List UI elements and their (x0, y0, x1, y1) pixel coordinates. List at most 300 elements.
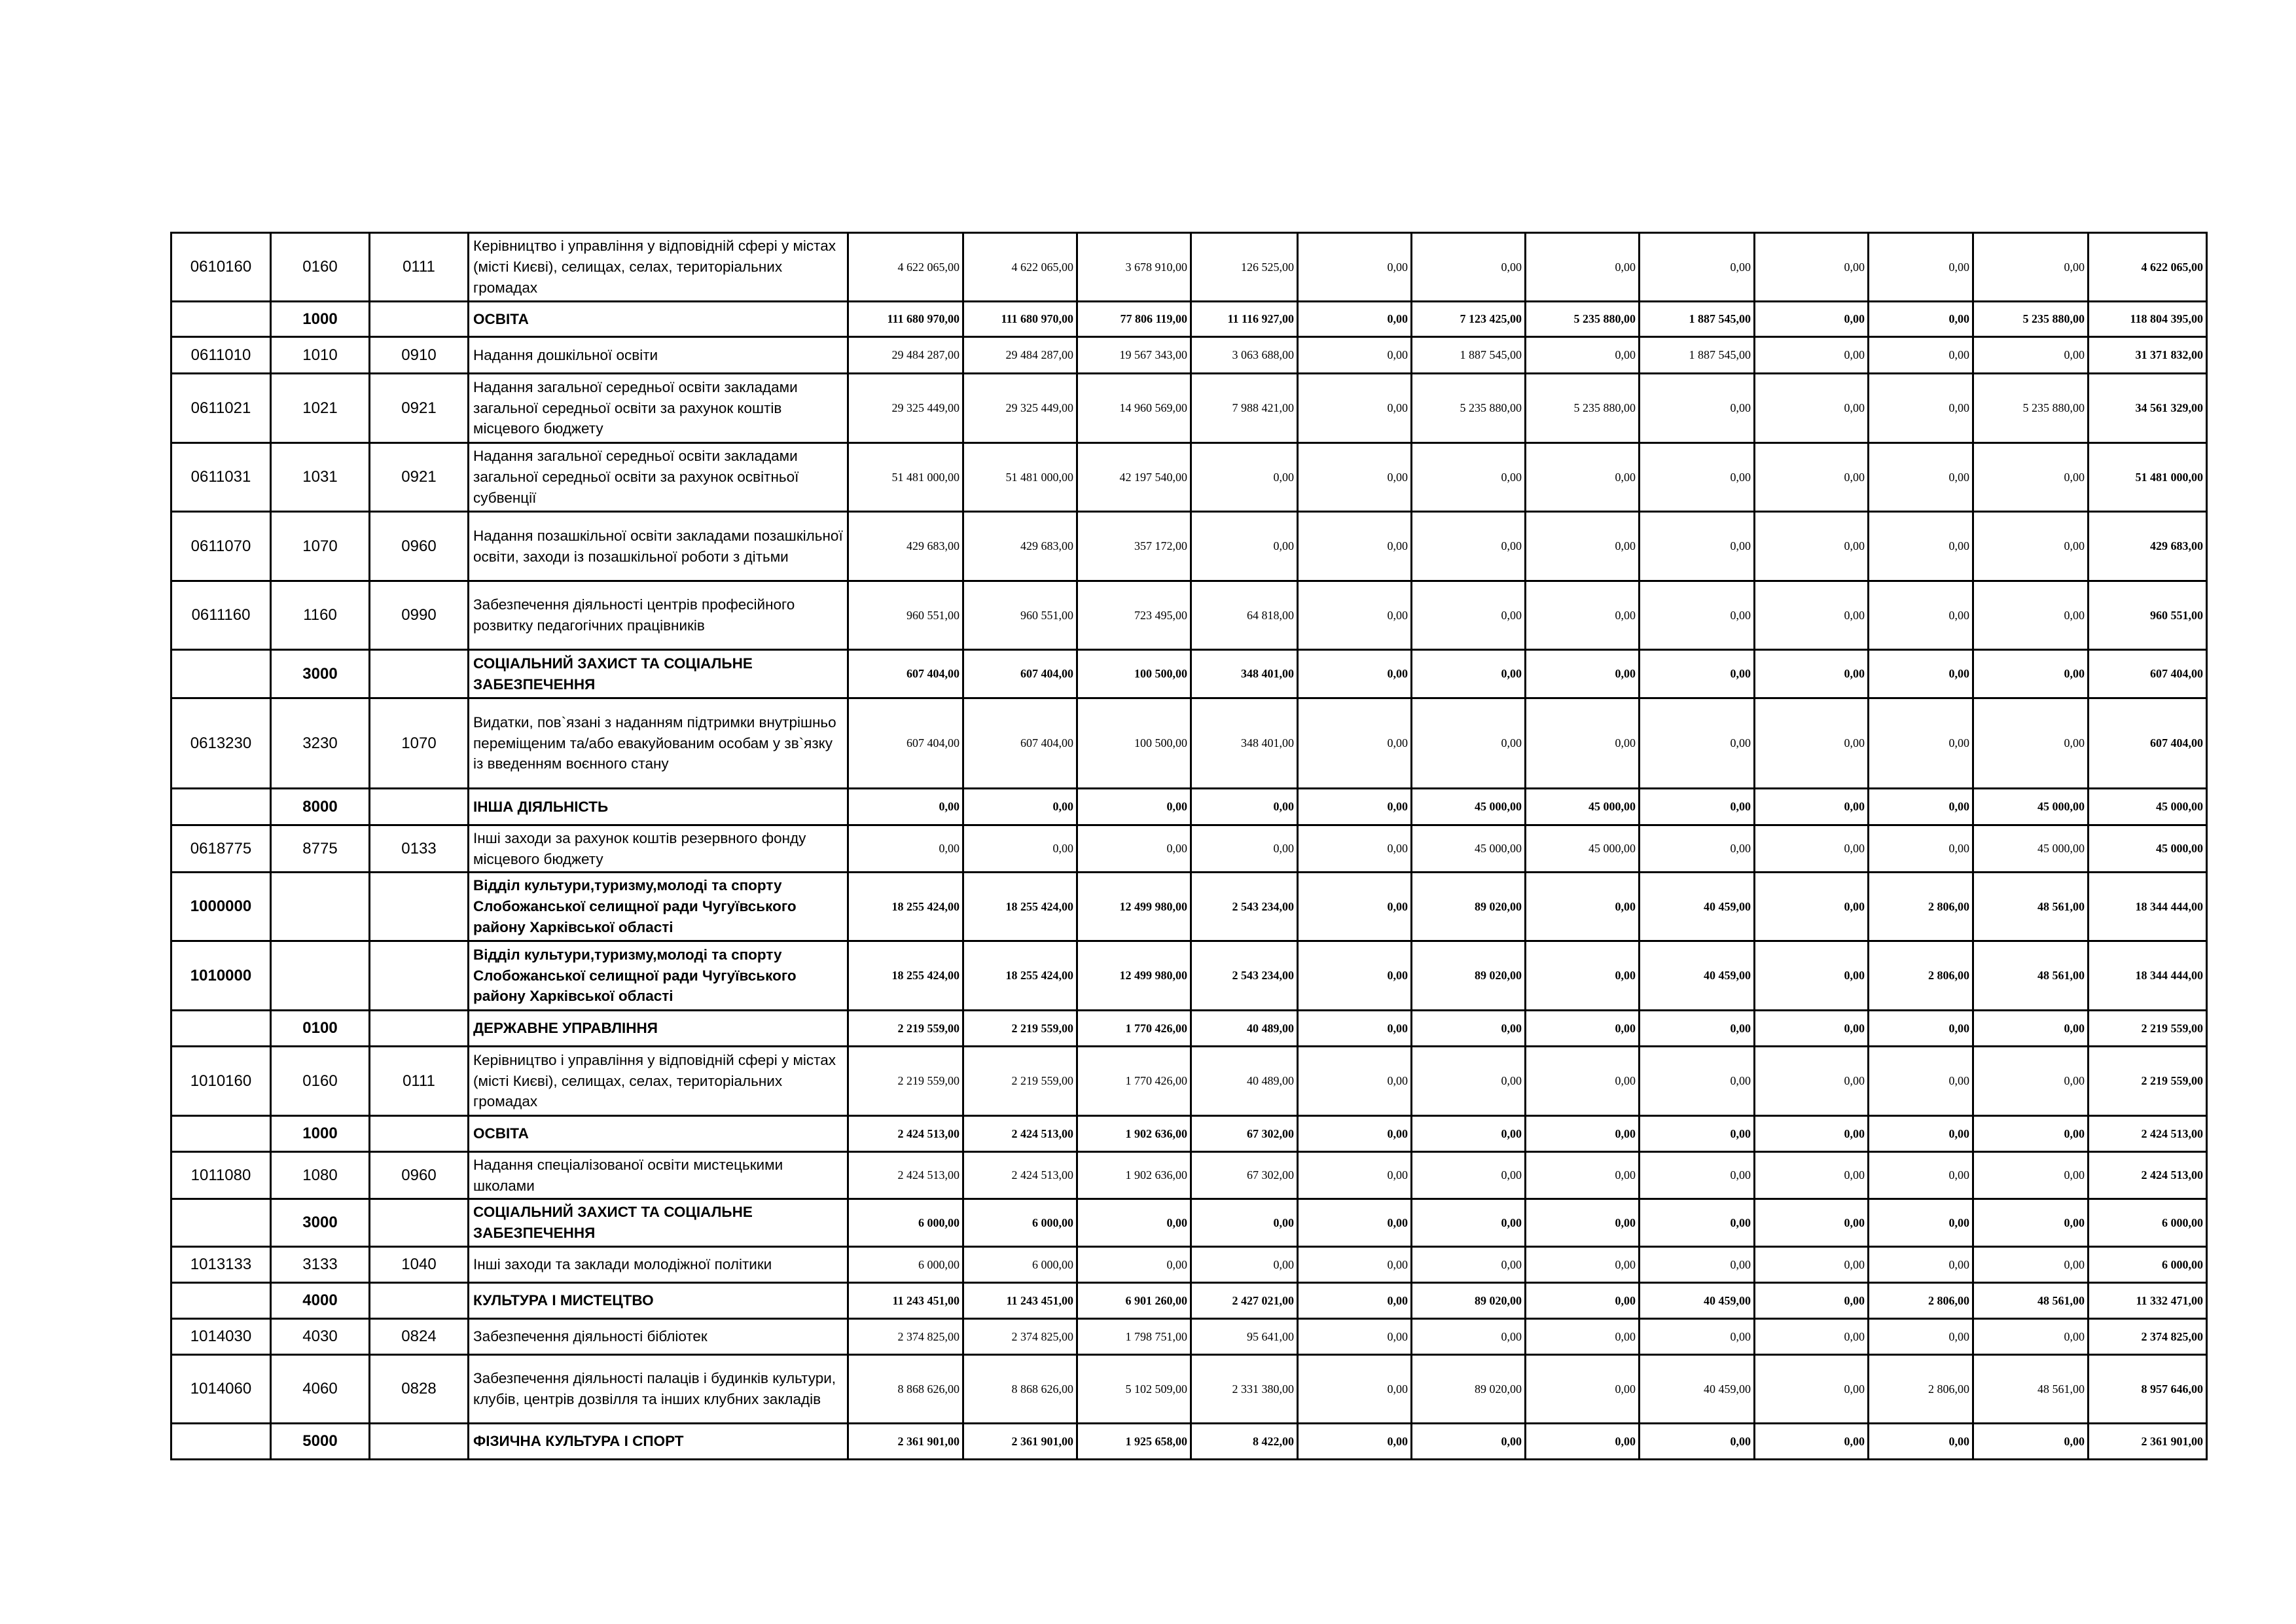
amount-cell: 0,00 (1298, 1047, 1412, 1116)
amount-cell: 0,00 (1191, 443, 1298, 512)
total-cell: 2 219 559,00 (2089, 1047, 2207, 1116)
amount-cell: 2 424 513,00 (963, 1116, 1077, 1152)
amount-cell: 0,00 (1869, 1047, 1973, 1116)
amount-cell: 0,00 (1191, 512, 1298, 581)
amount-cell: 0,00 (1640, 233, 1755, 302)
kfkv-code-cell (370, 1283, 469, 1319)
table-row (171, 581, 2207, 650)
amount-cell: 0,00 (1526, 1011, 1640, 1047)
amount-cell: 100 500,00 (1077, 698, 1191, 789)
amount-cell: 0,00 (1869, 374, 1973, 443)
amount-cell: 0,00 (1755, 825, 1869, 873)
description-cell: Інші заходи та заклади молодіжної політики (469, 1247, 848, 1283)
amount-cell: 2 219 559,00 (963, 1011, 1077, 1047)
kpkv-code-cell (271, 873, 370, 941)
amount-cell: 29 484 287,00 (963, 337, 1077, 374)
amount-cell: 0,00 (1640, 650, 1755, 698)
amount-cell: 3 063 688,00 (1191, 337, 1298, 374)
amount-cell: 0,00 (1298, 512, 1412, 581)
amount-cell: 40 459,00 (1640, 941, 1755, 1011)
amount-cell: 42 197 540,00 (1077, 443, 1191, 512)
amount-cell: 0,00 (1412, 698, 1526, 789)
amount-cell: 1 902 636,00 (1077, 1152, 1191, 1199)
total-cell: 8 957 646,00 (2089, 1355, 2207, 1424)
program-code-cell: 1011080 (171, 1152, 271, 1199)
total-cell: 2 424 513,00 (2089, 1152, 2207, 1199)
amount-cell: 0,00 (1869, 1424, 1973, 1460)
program-code-cell: 0611021 (171, 374, 271, 443)
amount-cell: 0,00 (1869, 1319, 1973, 1355)
kfkv-code-cell (370, 1199, 469, 1247)
description-cell: Керівництво і управління у відповідній сфері у містах (місті Києві), селищах, селах, територіальних громадах (469, 233, 848, 302)
description-cell: КУЛЬТУРА І МИСТЕЦТВО (469, 1283, 848, 1319)
program-code-cell (171, 1424, 271, 1460)
table-row (171, 1116, 2207, 1152)
amount-cell: 0,00 (1869, 581, 1973, 650)
amount-cell: 64 818,00 (1191, 581, 1298, 650)
amount-cell: 95 641,00 (1191, 1319, 1298, 1355)
amount-cell: 7 123 425,00 (1412, 302, 1526, 337)
description-cell: Надання позашкільної освіти закладами позашкільної освіти, заходи із позашкільної роботи з дітьми (469, 512, 848, 581)
amount-cell: 0,00 (1973, 512, 2089, 581)
amount-cell: 0,00 (1298, 1199, 1412, 1247)
amount-cell: 0,00 (1755, 337, 1869, 374)
kfkv-code-cell: 0111 (370, 1047, 469, 1116)
amount-cell: 0,00 (1755, 443, 1869, 512)
amount-cell: 3 678 910,00 (1077, 233, 1191, 302)
total-cell: 45 000,00 (2089, 789, 2207, 825)
amount-cell: 0,00 (1755, 233, 1869, 302)
program-code-cell: 1014030 (171, 1319, 271, 1355)
amount-cell: 0,00 (1526, 1199, 1640, 1247)
kpkv-code-cell: 4000 (271, 1283, 370, 1319)
amount-cell: 0,00 (1412, 443, 1526, 512)
kfkv-code-cell: 0828 (370, 1355, 469, 1424)
kpkv-code-cell: 3133 (271, 1247, 370, 1283)
amount-cell: 2 806,00 (1869, 1283, 1973, 1319)
kfkv-code-cell (370, 1116, 469, 1152)
amount-cell: 0,00 (1640, 1319, 1755, 1355)
amount-cell: 0,00 (1640, 1247, 1755, 1283)
kfkv-code-cell (370, 873, 469, 941)
program-code-cell (171, 1011, 271, 1047)
amount-cell: 45 000,00 (1526, 825, 1640, 873)
amount-cell: 5 235 880,00 (1973, 302, 2089, 337)
amount-cell: 0,00 (1412, 1319, 1526, 1355)
table-row (171, 789, 2207, 825)
amount-cell: 0,00 (1526, 337, 1640, 374)
amount-cell: 0,00 (848, 789, 963, 825)
amount-cell: 0,00 (1298, 1116, 1412, 1152)
amount-cell: 0,00 (1869, 1011, 1973, 1047)
description-cell: ІНША ДІЯЛЬНІСТЬ (469, 789, 848, 825)
kpkv-code-cell: 1080 (271, 1152, 370, 1199)
amount-cell: 2 806,00 (1869, 941, 1973, 1011)
kfkv-code-cell: 0133 (370, 825, 469, 873)
amount-cell: 7 988 421,00 (1191, 374, 1298, 443)
program-code-cell: 1013133 (171, 1247, 271, 1283)
amount-cell: 0,00 (1755, 1355, 1869, 1424)
kpkv-code-cell: 3000 (271, 1199, 370, 1247)
total-cell: 2 424 513,00 (2089, 1116, 2207, 1152)
amount-cell: 6 000,00 (963, 1199, 1077, 1247)
description-cell: ОСВІТА (469, 302, 848, 337)
description-cell: Забезпечення діяльності палаців і будинків культури, клубів, центрів дозвілля та інших клубних закладів (469, 1355, 848, 1424)
kpkv-code-cell (271, 941, 370, 1011)
description-cell: Забезпечення діяльності центрів професійного розвитку педагогічних працівників (469, 581, 848, 650)
total-cell: 6 000,00 (2089, 1247, 2207, 1283)
amount-cell: 0,00 (1869, 233, 1973, 302)
program-code-cell: 1010000 (171, 941, 271, 1011)
amount-cell: 0,00 (1973, 1011, 2089, 1047)
kpkv-code-cell: 1031 (271, 443, 370, 512)
amount-cell: 11 243 451,00 (848, 1283, 963, 1319)
amount-cell: 0,00 (1640, 1199, 1755, 1247)
amount-cell: 40 489,00 (1191, 1047, 1298, 1116)
amount-cell: 0,00 (1973, 1247, 2089, 1283)
description-cell: ФІЗИЧНА КУЛЬТУРА І СПОРТ (469, 1424, 848, 1460)
kfkv-code-cell: 0921 (370, 374, 469, 443)
amount-cell: 6 000,00 (848, 1199, 963, 1247)
amount-cell: 0,00 (1869, 1199, 1973, 1247)
program-code-cell: 0611160 (171, 581, 271, 650)
amount-cell: 0,00 (1526, 1283, 1640, 1319)
amount-cell: 8 422,00 (1191, 1424, 1298, 1460)
amount-cell: 0,00 (1526, 650, 1640, 698)
amount-cell: 0,00 (1298, 581, 1412, 650)
amount-cell: 4 622 065,00 (963, 233, 1077, 302)
amount-cell: 0,00 (1640, 698, 1755, 789)
kpkv-code-cell: 0160 (271, 1047, 370, 1116)
amount-cell: 0,00 (1869, 789, 1973, 825)
kpkv-code-cell: 1010 (271, 337, 370, 374)
amount-cell: 2 219 559,00 (848, 1047, 963, 1116)
amount-cell: 8 868 626,00 (963, 1355, 1077, 1424)
amount-cell: 0,00 (1640, 825, 1755, 873)
amount-cell: 2 424 513,00 (848, 1152, 963, 1199)
amount-cell: 0,00 (1298, 698, 1412, 789)
amount-cell: 0,00 (1298, 1011, 1412, 1047)
amount-cell: 0,00 (1412, 650, 1526, 698)
kpkv-code-cell: 0160 (271, 233, 370, 302)
amount-cell: 6 000,00 (963, 1247, 1077, 1283)
amount-cell: 0,00 (1412, 1011, 1526, 1047)
amount-cell: 0,00 (1973, 1319, 2089, 1355)
amount-cell: 12 499 980,00 (1077, 873, 1191, 941)
amount-cell: 0,00 (1973, 1152, 2089, 1199)
amount-cell: 0,00 (1298, 1283, 1412, 1319)
amount-cell: 67 302,00 (1191, 1116, 1298, 1152)
amount-cell: 0,00 (1869, 1152, 1973, 1199)
amount-cell: 0,00 (1640, 1011, 1755, 1047)
amount-cell: 45 000,00 (1412, 825, 1526, 873)
amount-cell: 0,00 (1526, 233, 1640, 302)
total-cell: 429 683,00 (2089, 512, 2207, 581)
amount-cell: 0,00 (1526, 1355, 1640, 1424)
amount-cell: 77 806 119,00 (1077, 302, 1191, 337)
amount-cell: 0,00 (1191, 1247, 1298, 1283)
amount-cell: 1 887 545,00 (1640, 302, 1755, 337)
table-row (171, 825, 2207, 873)
amount-cell: 0,00 (1077, 825, 1191, 873)
table-row (171, 233, 2207, 302)
amount-cell: 0,00 (1869, 512, 1973, 581)
amount-cell: 0,00 (1640, 443, 1755, 512)
table-row (171, 1011, 2207, 1047)
amount-cell: 8 868 626,00 (848, 1355, 963, 1424)
amount-cell: 0,00 (1640, 789, 1755, 825)
table-row (171, 374, 2207, 443)
amount-cell: 45 000,00 (1526, 789, 1640, 825)
amount-cell: 18 255 424,00 (848, 873, 963, 941)
amount-cell: 89 020,00 (1412, 1355, 1526, 1424)
amount-cell: 0,00 (1973, 1199, 2089, 1247)
amount-cell: 0,00 (1526, 443, 1640, 512)
amount-cell: 0,00 (1412, 233, 1526, 302)
amount-cell: 5 235 880,00 (1526, 374, 1640, 443)
kfkv-code-cell: 0960 (370, 1152, 469, 1199)
amount-cell: 0,00 (1640, 374, 1755, 443)
amount-cell: 0,00 (1412, 512, 1526, 581)
table-row (171, 1152, 2207, 1199)
amount-cell: 0,00 (1526, 1319, 1640, 1355)
total-cell: 2 361 901,00 (2089, 1424, 2207, 1460)
amount-cell: 0,00 (1869, 1116, 1973, 1152)
table-row (171, 302, 2207, 337)
amount-cell: 0,00 (1412, 1247, 1526, 1283)
kpkv-code-cell: 5000 (271, 1424, 370, 1460)
kpkv-code-cell: 0100 (271, 1011, 370, 1047)
amount-cell: 0,00 (963, 825, 1077, 873)
amount-cell: 2 543 234,00 (1191, 941, 1298, 1011)
amount-cell: 0,00 (1640, 512, 1755, 581)
table-row (171, 1319, 2207, 1355)
program-code-cell (171, 1116, 271, 1152)
amount-cell: 2 331 380,00 (1191, 1355, 1298, 1424)
amount-cell: 0,00 (1526, 1247, 1640, 1283)
table-row (171, 1355, 2207, 1424)
amount-cell: 100 500,00 (1077, 650, 1191, 698)
description-cell: Надання загальної середньої освіти закладами загальної середньої освіти за рахунок освітньої субвенції (469, 443, 848, 512)
amount-cell: 0,00 (1640, 1047, 1755, 1116)
amount-cell: 0,00 (1412, 581, 1526, 650)
amount-cell: 1 887 545,00 (1412, 337, 1526, 374)
amount-cell: 0,00 (1412, 1152, 1526, 1199)
amount-cell: 5 235 880,00 (1412, 374, 1526, 443)
amount-cell: 960 551,00 (848, 581, 963, 650)
program-code-cell: 1014060 (171, 1355, 271, 1424)
amount-cell: 1 887 545,00 (1640, 337, 1755, 374)
amount-cell: 67 302,00 (1191, 1152, 1298, 1199)
amount-cell: 0,00 (1973, 698, 2089, 789)
amount-cell: 0,00 (1526, 1152, 1640, 1199)
amount-cell: 0,00 (1869, 650, 1973, 698)
amount-cell: 0,00 (1869, 1247, 1973, 1283)
amount-cell: 0,00 (1869, 825, 1973, 873)
description-cell: Інші заходи за рахунок коштів резервного фонду місцевого бюджету (469, 825, 848, 873)
amount-cell: 723 495,00 (1077, 581, 1191, 650)
amount-cell: 0,00 (1191, 789, 1298, 825)
amount-cell: 0,00 (1298, 1319, 1412, 1355)
kpkv-code-cell: 1000 (271, 1116, 370, 1152)
amount-cell: 607 404,00 (963, 698, 1077, 789)
amount-cell: 0,00 (1755, 1152, 1869, 1199)
amount-cell: 0,00 (1077, 1247, 1191, 1283)
total-cell: 4 622 065,00 (2089, 233, 2207, 302)
amount-cell: 6 901 260,00 (1077, 1283, 1191, 1319)
amount-cell: 1 902 636,00 (1077, 1116, 1191, 1152)
amount-cell: 2 806,00 (1869, 873, 1973, 941)
amount-cell: 4 622 065,00 (848, 233, 963, 302)
program-code-cell: 0611031 (171, 443, 271, 512)
table-row (171, 941, 2207, 1011)
amount-cell: 960 551,00 (963, 581, 1077, 650)
table-row (171, 337, 2207, 374)
amount-cell: 0,00 (1755, 698, 1869, 789)
amount-cell: 0,00 (1298, 650, 1412, 698)
kpkv-code-cell: 1021 (271, 374, 370, 443)
amount-cell: 11 243 451,00 (963, 1283, 1077, 1319)
amount-cell: 0,00 (1526, 581, 1640, 650)
amount-cell: 0,00 (1973, 443, 2089, 512)
amount-cell: 0,00 (1298, 233, 1412, 302)
amount-cell: 607 404,00 (963, 650, 1077, 698)
amount-cell: 45 000,00 (1973, 789, 2089, 825)
description-cell: Надання загальної середньої освіти закладами загальної середньої освіти за рахунок коштів місцевого бюджету (469, 374, 848, 443)
amount-cell: 0,00 (1640, 581, 1755, 650)
amount-cell: 45 000,00 (1412, 789, 1526, 825)
kfkv-code-cell (370, 1011, 469, 1047)
amount-cell: 1 770 426,00 (1077, 1047, 1191, 1116)
description-cell: ДЕРЖАВНЕ УПРАВЛІННЯ (469, 1011, 848, 1047)
table-row (171, 512, 2207, 581)
budget-table (170, 232, 2208, 1460)
amount-cell: 0,00 (1526, 512, 1640, 581)
total-cell: 11 332 471,00 (2089, 1283, 2207, 1319)
amount-cell: 0,00 (1755, 1199, 1869, 1247)
amount-cell: 0,00 (1298, 1355, 1412, 1424)
amount-cell: 0,00 (1755, 581, 1869, 650)
kfkv-code-cell: 0990 (370, 581, 469, 650)
amount-cell: 0,00 (1973, 337, 2089, 374)
total-cell: 18 344 444,00 (2089, 941, 2207, 1011)
amount-cell: 0,00 (1640, 1152, 1755, 1199)
amount-cell: 0,00 (1298, 337, 1412, 374)
kfkv-code-cell (370, 1424, 469, 1460)
program-code-cell (171, 789, 271, 825)
description-cell: Видатки, пов`язані з наданням підтримки внутрішньо переміщеним та/або евакуйованим особам у зв`язку із введенням воєнного стану (469, 698, 848, 789)
amount-cell: 40 459,00 (1640, 873, 1755, 941)
amount-cell: 0,00 (1755, 512, 1869, 581)
amount-cell: 2 361 901,00 (848, 1424, 963, 1460)
amount-cell: 0,00 (1869, 698, 1973, 789)
amount-cell: 0,00 (1755, 941, 1869, 1011)
description-cell: ОСВІТА (469, 1116, 848, 1152)
total-cell: 18 344 444,00 (2089, 873, 2207, 941)
total-cell: 960 551,00 (2089, 581, 2207, 650)
amount-cell: 0,00 (963, 789, 1077, 825)
kfkv-code-cell: 0910 (370, 337, 469, 374)
amount-cell: 0,00 (1191, 825, 1298, 873)
total-cell: 31 371 832,00 (2089, 337, 2207, 374)
kpkv-code-cell: 1070 (271, 512, 370, 581)
amount-cell: 89 020,00 (1412, 873, 1526, 941)
description-cell: Надання спеціалізованої освіти мистецькими школами (469, 1152, 848, 1199)
program-code-cell: 0610160 (171, 233, 271, 302)
total-cell: 51 481 000,00 (2089, 443, 2207, 512)
description-cell: Надання дошкільної освіти (469, 337, 848, 374)
table-row (171, 698, 2207, 789)
amount-cell: 0,00 (1755, 789, 1869, 825)
kpkv-code-cell: 8000 (271, 789, 370, 825)
amount-cell: 0,00 (1298, 1424, 1412, 1460)
amount-cell: 0,00 (1973, 233, 2089, 302)
table-row (171, 1247, 2207, 1283)
amount-cell: 2 424 513,00 (848, 1116, 963, 1152)
amount-cell: 0,00 (1973, 581, 2089, 650)
amount-cell: 0,00 (1755, 302, 1869, 337)
amount-cell: 89 020,00 (1412, 941, 1526, 1011)
table-row (171, 650, 2207, 698)
table-row (171, 1283, 2207, 1319)
description-cell: Відділ культури,туризму,молоді та спорту Слобожанської селищної ради Чугуївського району Харківської області (469, 941, 848, 1011)
kfkv-code-cell: 0111 (370, 233, 469, 302)
amount-cell: 0,00 (1412, 1424, 1526, 1460)
amount-cell: 0,00 (1755, 1247, 1869, 1283)
program-code-cell: 0618775 (171, 825, 271, 873)
amount-cell: 0,00 (1412, 1047, 1526, 1116)
amount-cell: 126 525,00 (1191, 233, 1298, 302)
kpkv-code-cell: 1000 (271, 302, 370, 337)
amount-cell: 0,00 (1298, 1247, 1412, 1283)
kfkv-code-cell: 1070 (370, 698, 469, 789)
kpkv-code-cell: 3000 (271, 650, 370, 698)
total-cell: 2 374 825,00 (2089, 1319, 2207, 1355)
amount-cell: 429 683,00 (848, 512, 963, 581)
table-body (171, 233, 2207, 1460)
amount-cell: 48 561,00 (1973, 1355, 2089, 1424)
amount-cell: 12 499 980,00 (1077, 941, 1191, 1011)
kfkv-code-cell: 1040 (370, 1247, 469, 1283)
amount-cell: 0,00 (1077, 1199, 1191, 1247)
amount-cell: 11 116 927,00 (1191, 302, 1298, 337)
table-row (171, 1424, 2207, 1460)
total-cell: 34 561 329,00 (2089, 374, 2207, 443)
total-cell: 2 219 559,00 (2089, 1011, 2207, 1047)
amount-cell: 2 806,00 (1869, 1355, 1973, 1424)
kfkv-code-cell (370, 650, 469, 698)
amount-cell: 0,00 (1412, 1116, 1526, 1152)
amount-cell: 48 561,00 (1973, 873, 2089, 941)
amount-cell: 0,00 (1973, 1047, 2089, 1116)
table-row (171, 873, 2207, 941)
kpkv-code-cell: 3230 (271, 698, 370, 789)
amount-cell: 2 374 825,00 (848, 1319, 963, 1355)
amount-cell: 357 172,00 (1077, 512, 1191, 581)
amount-cell: 0,00 (1755, 1116, 1869, 1152)
amount-cell: 0,00 (1077, 789, 1191, 825)
amount-cell: 51 481 000,00 (963, 443, 1077, 512)
table-row (171, 1047, 2207, 1116)
program-code-cell (171, 1283, 271, 1319)
amount-cell: 0,00 (1755, 1319, 1869, 1355)
amount-cell: 0,00 (1298, 374, 1412, 443)
amount-cell: 0,00 (1298, 941, 1412, 1011)
program-code-cell: 1000000 (171, 873, 271, 941)
amount-cell: 0,00 (1869, 302, 1973, 337)
total-cell: 607 404,00 (2089, 698, 2207, 789)
amount-cell: 1 925 658,00 (1077, 1424, 1191, 1460)
